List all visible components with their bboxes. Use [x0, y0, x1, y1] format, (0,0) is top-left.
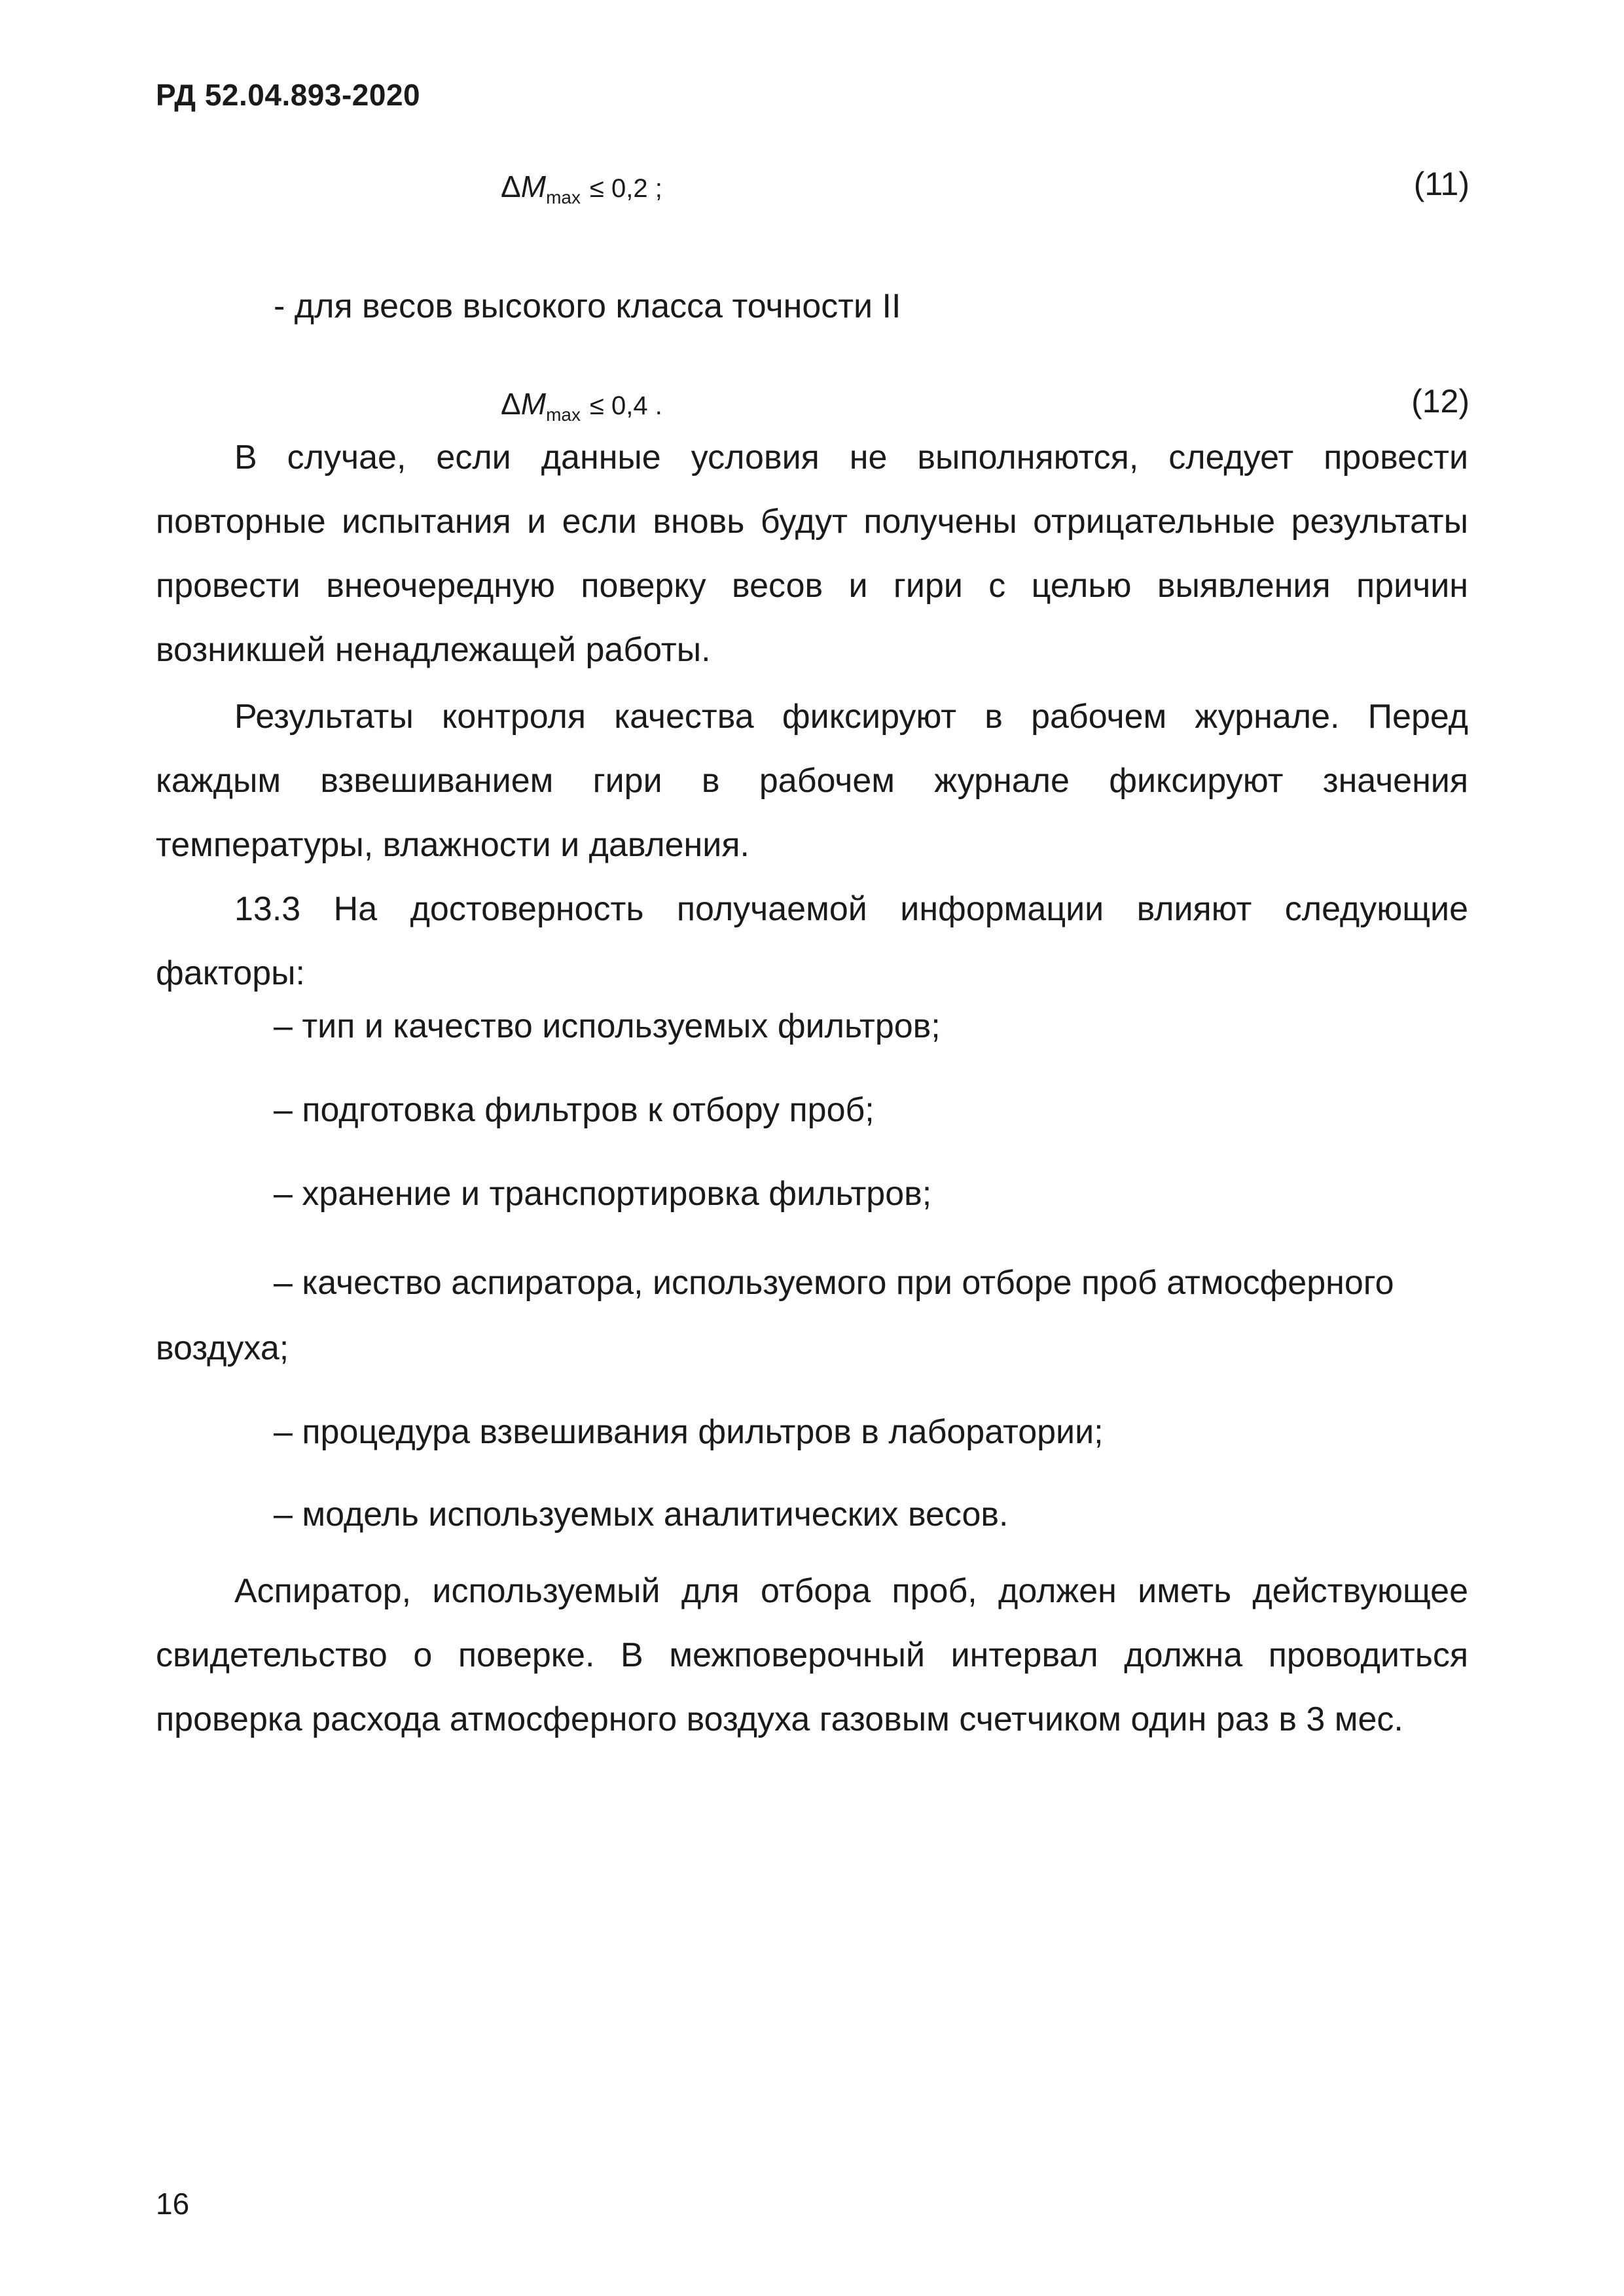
delta-symbol: Δ	[501, 387, 521, 421]
paragraph-quality-results: Результаты контроля качества фиксируют в рабочем журнале. Перед каждым взвешиванием гири в рабочем журнале фиксируют значения температуры, влажности и давления.	[156, 698, 1468, 864]
factor-item: – модель используемых аналитических весов.	[274, 1496, 1009, 1534]
class-two-line: - для весов высокого класса точности II	[274, 287, 901, 325]
formula-subscript: max	[546, 404, 581, 425]
formula-expression: ≤ 0,2 ;	[589, 174, 662, 203]
factor-item: – хранение и транспортировка фильтров;	[274, 1175, 932, 1213]
formula-expression: ≤ 0,4 .	[589, 391, 662, 420]
formula-variable: M	[520, 170, 547, 204]
document-code: РД 52.04.893-2020	[156, 78, 421, 112]
paragraph-repeat-tests: В случае, если данные условия не выполняются, следует провести повторные испытания и если вновь будут получены отрицательные результаты провести внеочередную поверку весов и гири с целью выявления причин возникшей ненадлежащей работы.	[156, 439, 1468, 669]
formula-subscript: max	[546, 187, 581, 207]
formula-number-12: (12)	[1411, 383, 1470, 420]
formula-variable: M	[520, 387, 547, 421]
factor-item: – процедура взвешивания фильтров в лаборатории;	[274, 1413, 1104, 1451]
factor-item: – качество аспиратора, используемого при отборе проб атмосферного воздуха;	[156, 1264, 1394, 1367]
factor-item: – подготовка фильтров к отбору проб;	[274, 1091, 875, 1129]
delta-symbol: Δ	[501, 170, 521, 204]
factor-item: – тип и качество используемых фильтров;	[274, 1007, 941, 1045]
paragraph-aspirator: Аспиратор, используемый для отбора проб, должен иметь действующее свидетельство о поверке. В межповерочный интервал должна проводиться проверка расхода атмосферного воздуха газовым счетчиком один раз в 3 мес.	[156, 1572, 1468, 1738]
paragraph-section-13-3: 13.3 На достоверность получаемой информации влияют следующие факторы:	[156, 890, 1468, 992]
formula-12	[501, 386, 662, 425]
page-number: 16	[156, 2187, 190, 2221]
formula-11	[501, 169, 662, 207]
formula-number-11: (11)	[1413, 166, 1470, 202]
